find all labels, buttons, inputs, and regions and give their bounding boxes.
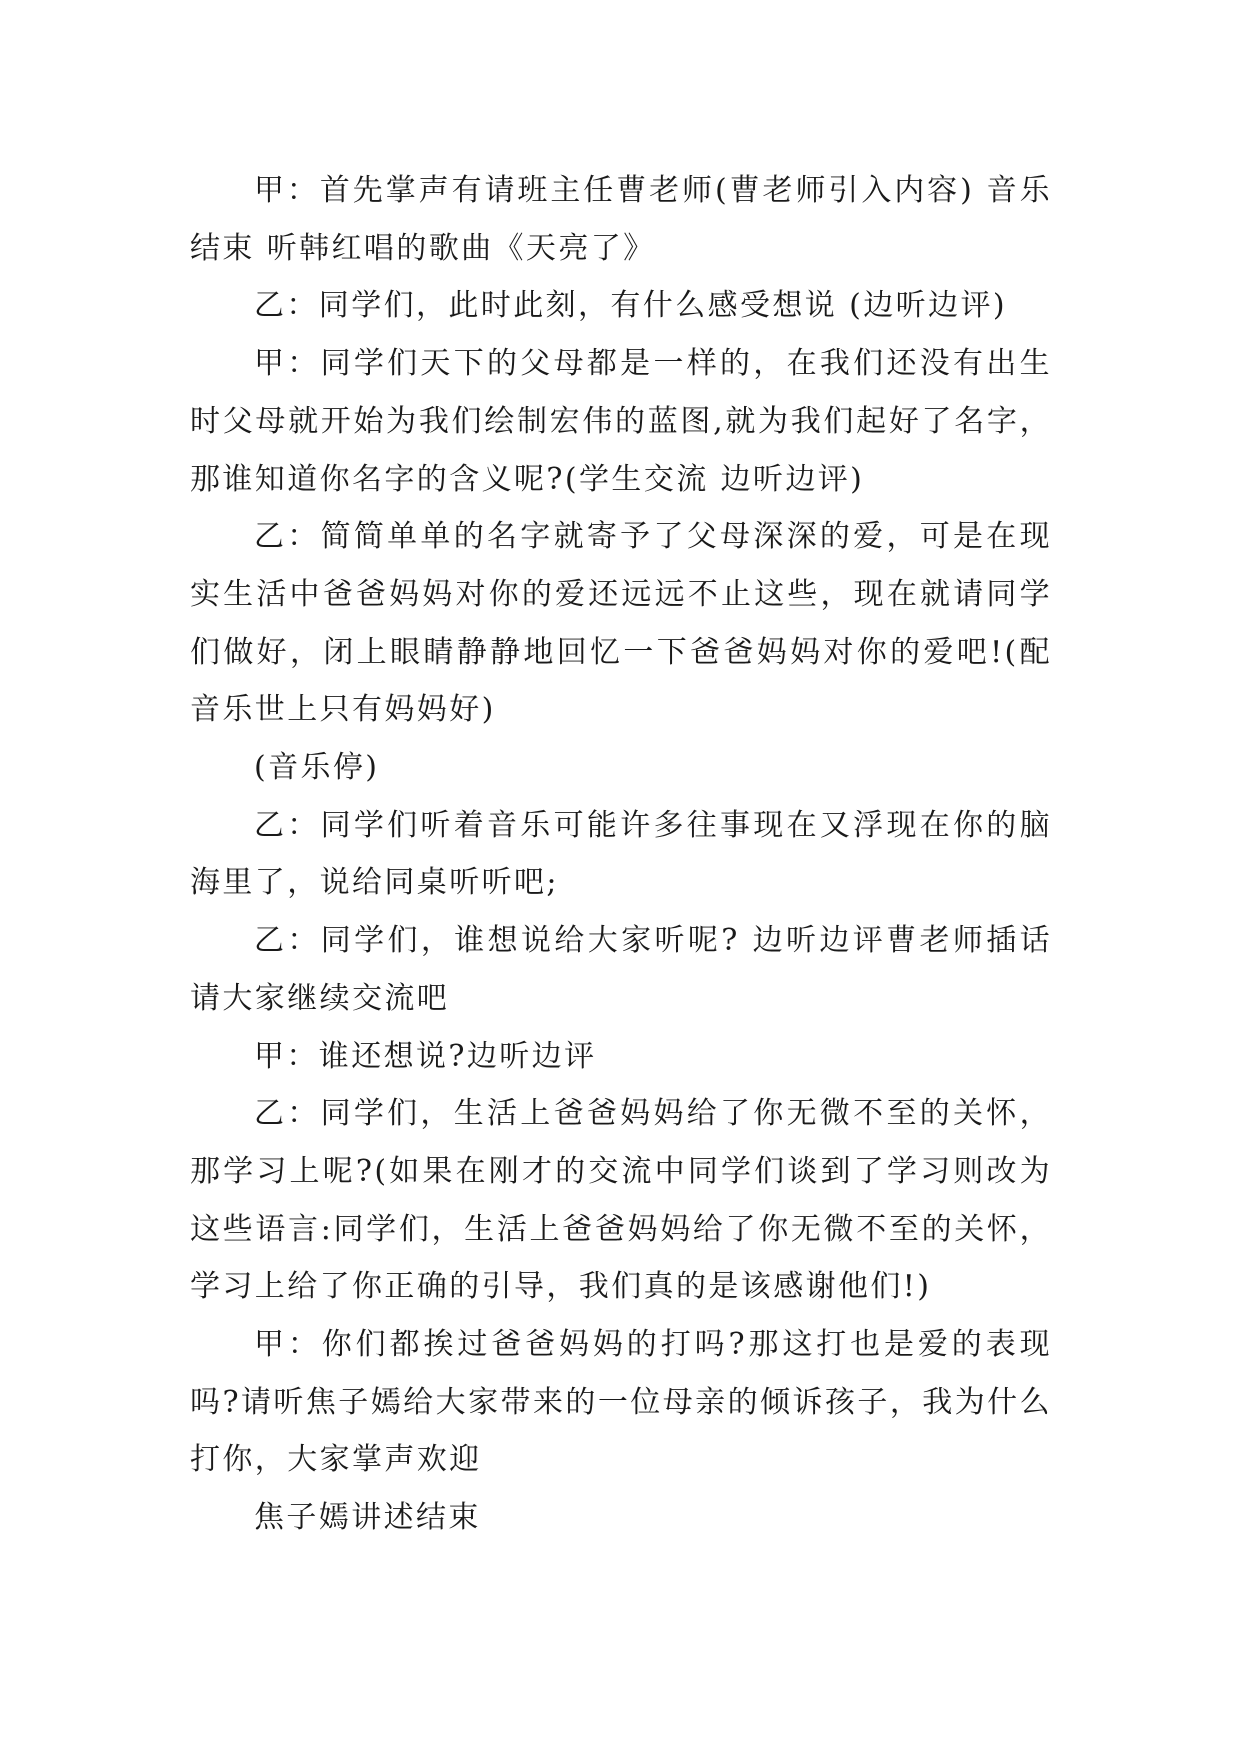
paragraph-5: (音乐停) [254,750,380,786]
paragraph-1: 甲：首先掌声有请班主任曹老师(曹老师引入内容) 音乐结束 听韩红唱的歌曲《天亮了》 [190,173,1052,266]
paragraph-10: 甲：你们都挨过爸爸妈妈的打吗?那这打也是爱的表现吗?请听焦子嫣给大家带来的一位母亲的倾诉孩子，我为什么打你，大家掌声欢迎 [190,1327,1052,1478]
paragraph-7: 乙：同学们，谁想说给大家听呢? 边听边评曹老师插话请大家继续交流吧 [190,923,1052,1016]
paragraph-2: 乙：同学们，此时此刻，有什么感受想说 (边听边评) [254,288,1007,324]
document-body [190,162,1052,1547]
paragraph-11: 焦子嫣讲述结束 [254,1500,481,1536]
paragraph-8: 甲：谁还想说?边听边评 [254,1038,597,1074]
paragraph-3: 甲：同学们天下的父母都是一样的，在我们还没有出生时父母就开始为我们绘制宏伟的蓝图,就为我们起好了名字，那谁知道你名字的含义呢?(学生交流 边听边评) [190,346,1052,497]
paragraph-6: 乙：同学们听着音乐可能许多往事现在又浮现在你的脑海里了，说给同桌听听吧; [190,807,1052,901]
paragraph-9: 乙：同学们，生活上爸爸妈妈给了你无微不至的关怀，那学习上呢?(如果在刚才的交流中同学们谈到了学习则改为这些语言:同学们，生活上爸爸妈妈给了你无微不至的关怀，学习上给了你正确的引导，我们真的是该感谢他们!) [190,1096,1052,1305]
paragraph-4: 乙：简简单单的名字就寄予了父母深深的爱，可是在现实生活中爸爸妈妈对你的爱还远远不止这些，现在就请同学们做好，闭上眼睛静静地回忆一下爸爸妈妈对你的爱吧!(配音乐世上只有妈妈好) [190,519,1052,728]
